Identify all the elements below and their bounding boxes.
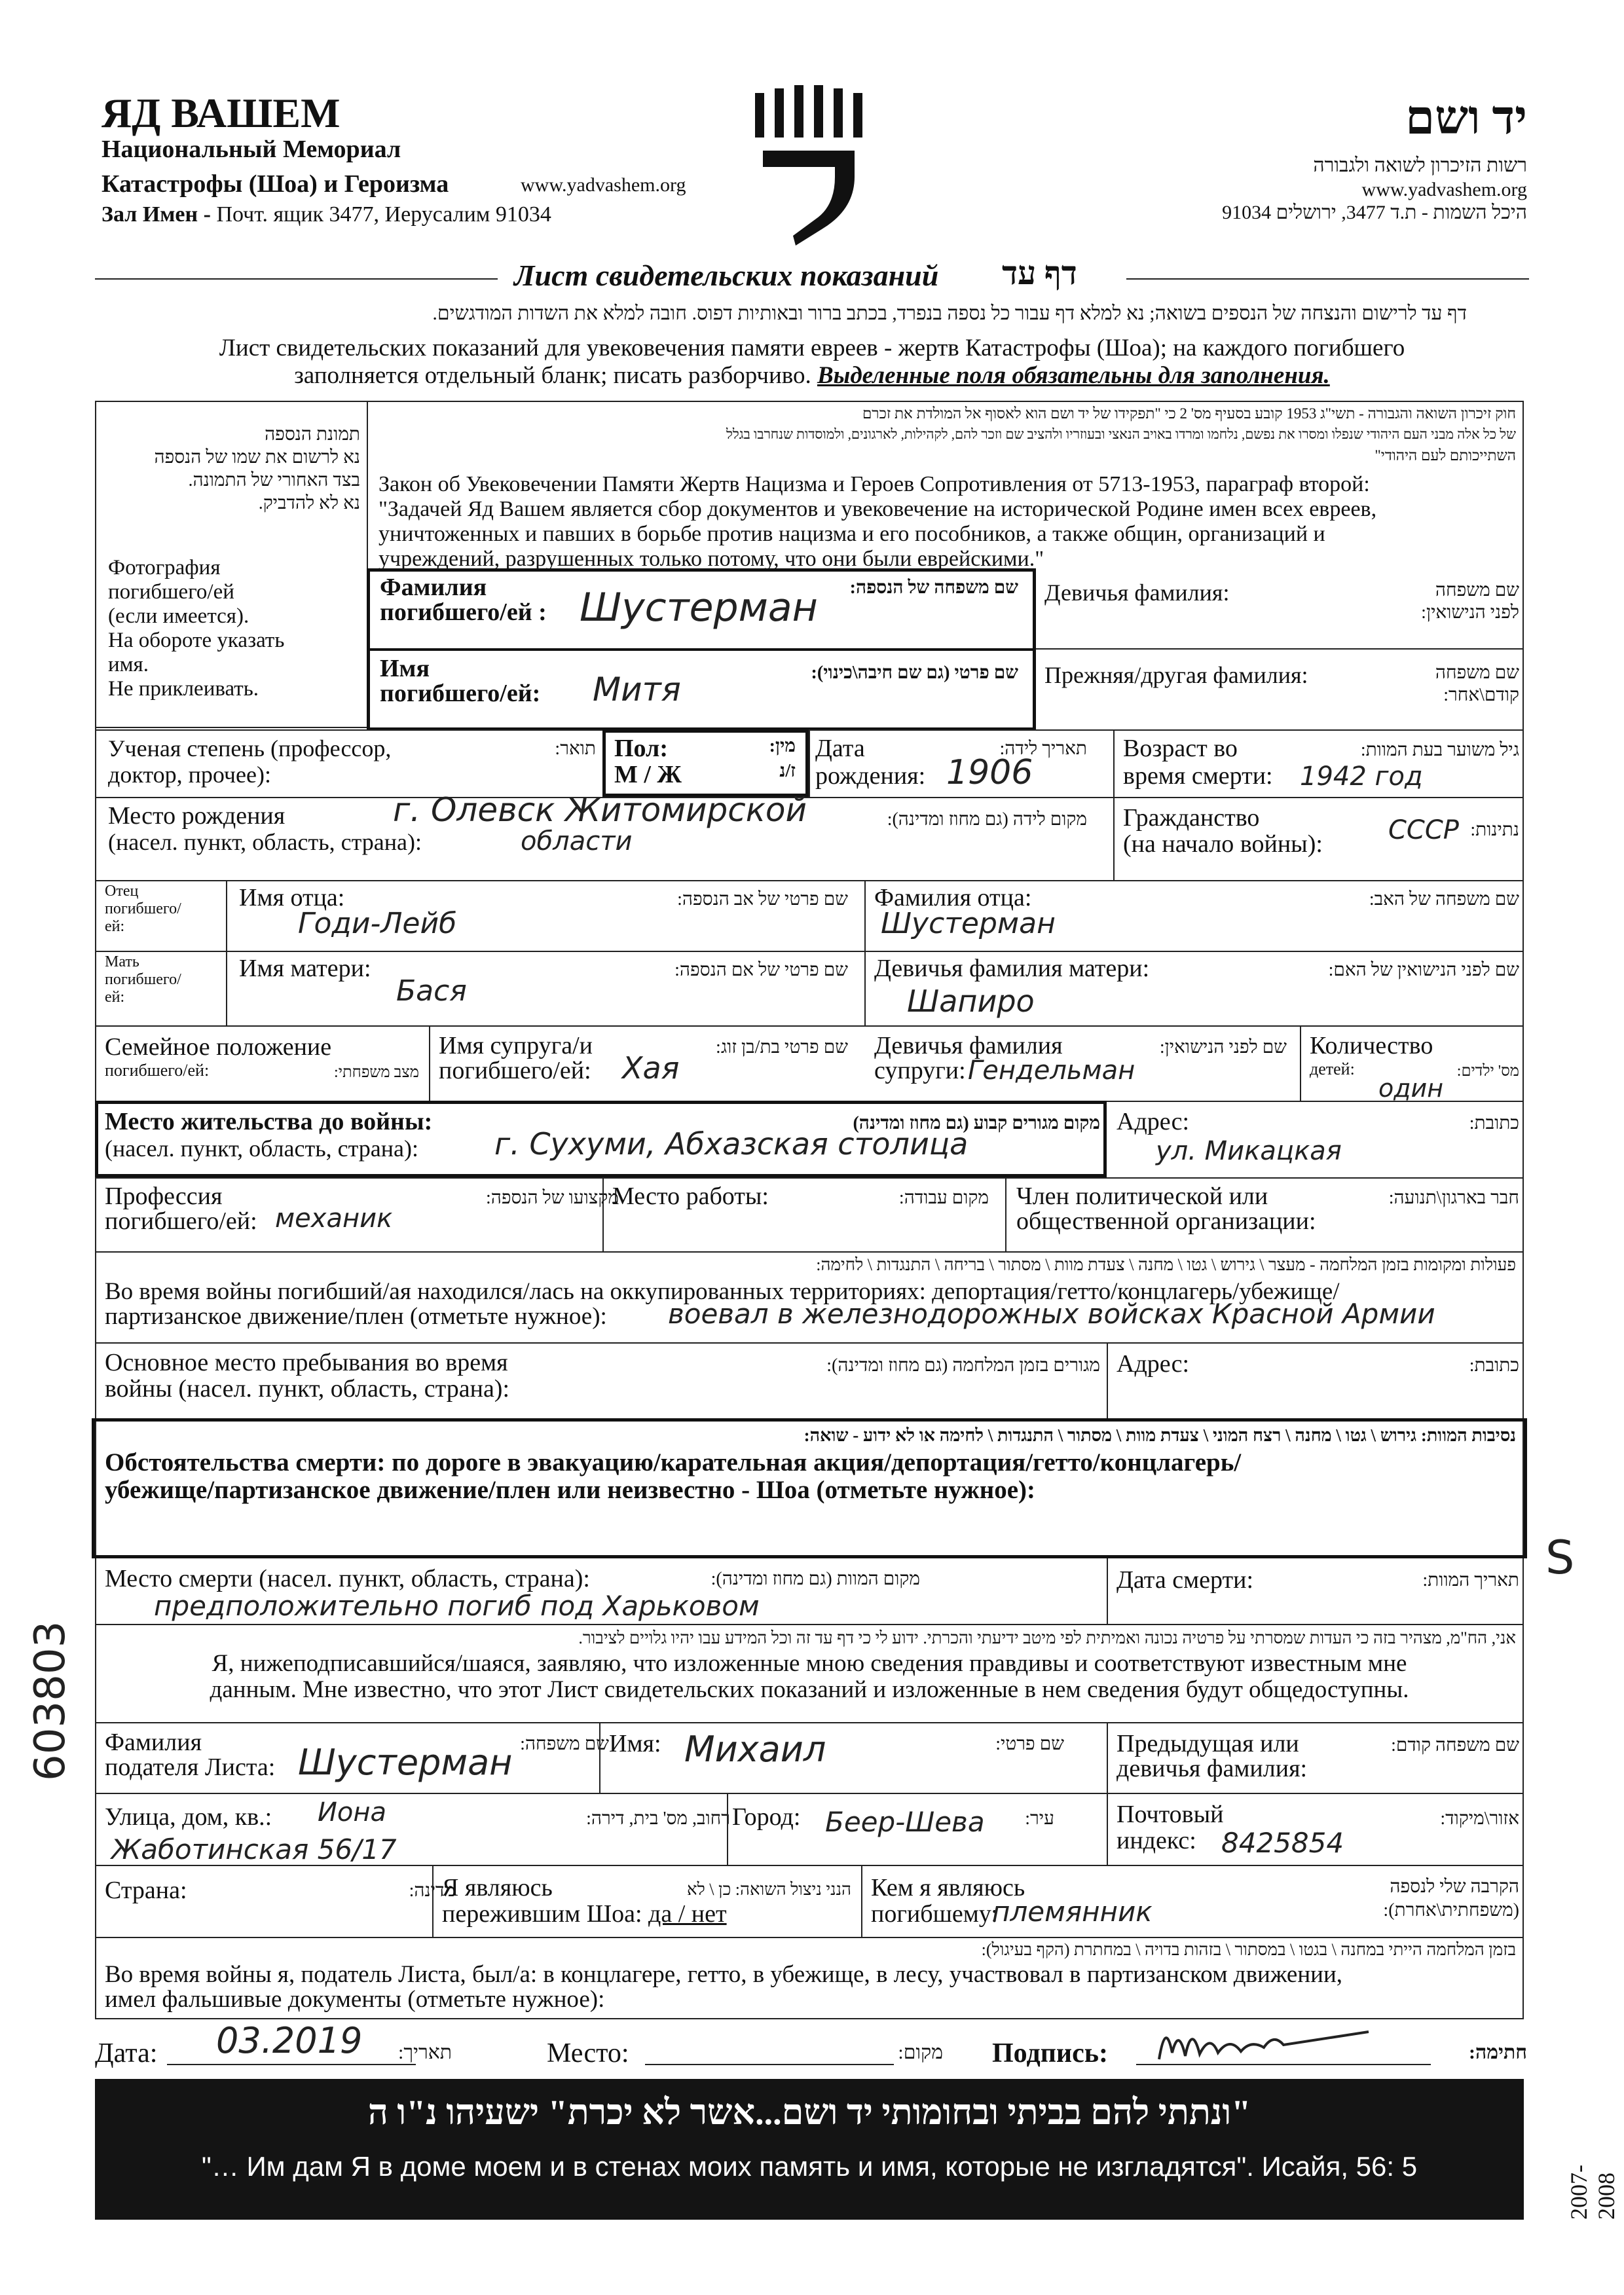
death-place-label-ru: Место смерти (насел. пункт, область, страна): [105, 1565, 590, 1592]
wartime-he: פעולות ומקומות בזמן המלחמה - מעצר \ גירוש \ גטו \ מחנה \ צעדת מוות \ מסתור \ בריחה \ התנגדות \ לחימה: [816, 1255, 1516, 1274]
side-number: 603803 [26, 1621, 75, 1781]
street-value1[interactable]: Иона [318, 1797, 387, 1827]
spouse-maiden-label-he: שם לפני הנישואין: [1159, 1037, 1287, 1057]
footer-place-label-ru: Место: [547, 2038, 629, 2068]
he-url: www.yadvashem.org [1361, 179, 1527, 200]
wartime-value[interactable]: воевал в железнодорожных войсках Красной Армии [668, 1298, 1435, 1330]
law-ru4: учреждений, разрушенных только потому, что они были еврейскими." [378, 547, 1044, 571]
name-label-he: שם פרטי (גם שם חיבה\כינוי): [811, 663, 1018, 683]
declaration-ru2: данным. Мне известно, что этот Лист свидетельских показаний и изложенные в нем сведения будут общедоступны. [210, 1676, 1409, 1703]
intro-ru2: заполняется отдельный бланк; писать разборчиво. Выделенные поля обязательны для заполнения. [294, 362, 1330, 389]
sub-name-label-he: שם פרטי: [995, 1734, 1064, 1754]
relation-label-ru1: Кем я являюсь [871, 1874, 1025, 1901]
spouse-maiden-label-ru1: Девичья фамилия [874, 1032, 1063, 1059]
relation-value[interactable]: племянник [992, 1896, 1153, 1928]
zip-value[interactable]: 8425854 [1221, 1827, 1344, 1859]
relation-divider [861, 1865, 862, 1937]
death-date-divider [1107, 1558, 1108, 1624]
father-name-label-he: שם פרטי של אב הנספה: [677, 889, 848, 909]
age-label-ru1: Возраст во [1123, 735, 1238, 762]
city-divider [727, 1793, 728, 1865]
age-label-he: גיל משוער בעת המוות: [1360, 740, 1519, 760]
relation-label-he2: (משפחתית\אחרת): [1383, 1900, 1519, 1920]
ru-url: www.yadvashem.org [521, 174, 686, 196]
law-ru1: Закон об Увековечении Памяти Жертв Нацизма и Героев Сопротивления от 5713-1953, параграф второй: [378, 472, 1370, 496]
ru-line2: Катастрофы (Шоа) и Героизма [101, 170, 449, 198]
city-label-ru: Город: [732, 1803, 801, 1831]
margin-mark: S [1545, 1531, 1575, 1585]
intro-he: דף עד לרישום והנצחה של הנספים בשואה; נא למלא דף עבור כל נספה בנפרד, בכתב ברור ובאותיות דפוס. חובה למלא את השדות המודגשים. [432, 303, 1467, 324]
parents-mid-divider [864, 880, 866, 1025]
member-label-he: חבר בארגון\תנועה: [1388, 1188, 1519, 1208]
father-name-value[interactable]: Годи-Лейб [298, 907, 457, 940]
survivor-label-ru1: Я являюсь [442, 1874, 553, 1901]
children-label-ru2: детей: [1310, 1059, 1355, 1078]
father-surname-value[interactable]: Шустерман [881, 907, 1056, 940]
footer-date-value[interactable]: 03.2019 [216, 2020, 363, 2061]
father-surname-label-he: שם משפחה של האב: [1369, 889, 1519, 909]
photo-ru5: имя. [108, 653, 149, 676]
sex-label-ru1: Пол: [614, 735, 669, 762]
death-place-value[interactable]: предположительно погиб под Харьковом [154, 1590, 760, 1622]
row-camp-top [95, 1937, 1524, 1938]
sub-prev-label-ru2: девичья фамилия: [1116, 1755, 1308, 1782]
citizenship-label-ru2: (на начало войны): [1123, 830, 1323, 858]
zip-label-ru1: Почтовый [1116, 1801, 1224, 1828]
citizenship-value[interactable]: СССР [1388, 815, 1459, 845]
sub-surname-label-ru1: Фамилия [105, 1729, 202, 1756]
spouse-maiden-value[interactable]: Гендельман [968, 1056, 1135, 1086]
ru-line1: Национальный Мемориал [101, 136, 401, 163]
children-divider [1300, 1025, 1301, 1101]
warres-address-ru: Адрес: [1116, 1350, 1190, 1378]
mother-name-label-he: שם פרטי של אם הנספה: [674, 960, 848, 980]
title-rule-left [95, 278, 498, 280]
row-work-top [95, 1177, 1524, 1179]
address-label-he: כתובת: [1469, 1113, 1519, 1133]
children-value[interactable]: один [1378, 1074, 1444, 1103]
sub-surname-value[interactable]: Шустерман [298, 1742, 513, 1783]
photo-he2: נא לרשום את שמו של הנספה [154, 447, 360, 468]
signature-scribble[interactable] [1153, 2013, 1375, 2072]
death-he: נסיבות המוות: גירוש \ גטו \ מחנה \ רצח המוני \ צעדת מוות \ מסתור \ התנגדות \ לחימה או לא ידוע - שואה: [803, 1425, 1516, 1445]
age-value[interactable]: 1942 год [1300, 762, 1423, 792]
sex-label-he1: מין: [769, 736, 796, 756]
street-value2[interactable]: Жаботинская 56/17 [111, 1833, 397, 1865]
member-label-ru2: общественной организации: [1016, 1207, 1316, 1235]
title-rule-right [1126, 278, 1529, 280]
intro-ru1: Лист свидетельских показаний для увековечения памяти евреев - жертв Катастрофы (Шоа); на каждого погибшего [219, 335, 1405, 361]
camp-he: בזמן המלחמה הייתי במחנה \ בגטו \ במסתור \ בזהות בדויה \ במחתרת (הקף בעיגול): [981, 1940, 1516, 1959]
residence-label-ru2: (насел. пункт, область, страна): [105, 1135, 419, 1162]
camp-ru2: имел фальшивые документы (отметьте нужное): [105, 1986, 605, 2013]
yad-vashem-logo [750, 79, 868, 249]
row-birth-top [95, 797, 1524, 798]
photo-he4: נא לא להדביק. [258, 493, 360, 513]
citizenship-label-ru1: Гражданство [1123, 804, 1260, 832]
sub-prev-divider [1107, 1722, 1108, 1793]
sub-surname-label-he: שם משפחה: [520, 1734, 609, 1754]
declaration-ru1: Я, нижеподписавшийся/шаяся, заявляю, что изложенные мною сведения правдивы и соответствуют известным мне [212, 1650, 1407, 1677]
father-side3: ей: [105, 918, 125, 935]
warres-address-he: כתובת: [1469, 1355, 1519, 1376]
marital-label-ru1: Семейное положение [105, 1033, 332, 1061]
footer-date-line [167, 2064, 416, 2065]
sex-label-ru2: М / Ж [614, 761, 682, 788]
warres-label-ru1: Основное место пребывания во время [105, 1349, 508, 1376]
mother-maiden-label-he: שם לפני הנישואין של האם: [1328, 960, 1519, 980]
maiden-divider [1036, 648, 1524, 650]
birthplace-label-ru1: Место рождения [108, 802, 286, 830]
relation-label-he1: הקרבה שלי לנספה [1390, 1877, 1519, 1897]
address-value[interactable]: ул. Микацкая [1156, 1136, 1342, 1166]
death-ru2: убежище/партизанское движение/плен или неизвестно - Шоа (отметьте нужное): [105, 1476, 1036, 1504]
workplace-label-ru: Место работы: [612, 1183, 769, 1210]
maiden-label-he2: לפני הנישואין: [1421, 602, 1519, 623]
degree-label-he: תואר: [555, 739, 596, 759]
form-title-ru: Лист свидетельских показаний [514, 259, 939, 292]
declaration-he: אני, הח"מ, מצהיר בזה כי העדות שמסרתי על פרטיה נכונה ואמיתית לפי מיטב ידיעתי והכרתי. ידוע לי כי דף עד זה וכל המידע עבו יהיו גלויים לציבור. [578, 1628, 1516, 1647]
survivor-label-he: הנני ניצול השואה: כן \ לא [686, 1880, 851, 1899]
prof-value[interactable]: механик [275, 1203, 393, 1234]
other-label-ru: Прежняя/другая фамилия: [1044, 662, 1308, 688]
sub-prev-label-he: שם משפחה קודם: [1391, 1735, 1519, 1755]
country-label-ru: Страна: [105, 1877, 187, 1904]
father-side2: погибшего/ [105, 900, 181, 917]
other-label-he2: קודם\אחר: [1443, 685, 1519, 705]
edition-label: 2007-2008 [1566, 2165, 1619, 2220]
surname-label-ru2: погибшего/ей : [380, 598, 547, 626]
marital-label-ru2: погибшего/ей: [105, 1061, 210, 1080]
photo-ru3: (если имеется). [108, 604, 249, 628]
camp-ru1: Во время войны я, податель Листа, был/а: в концлагере, гетто, в убежище, в лесу, участвовал в партизанском движении, [105, 1961, 1342, 1988]
sub-name-value[interactable]: Михаил [684, 1729, 826, 1770]
zip-label-ru2: индекс: [1116, 1827, 1196, 1854]
law-he2: של כל אלה מבני העם היהודי שנפלו ומסרו את נפשם, נלחמו ומרדו באויב הנאצי ובעוזריו ולהציב שם וזכר להם, לקהילות, לארגונים, ולמוסדות שנחרבו בגלל [726, 426, 1516, 442]
survivor-label-ru2: пережившим Шоа: да / нет [442, 1900, 727, 1928]
wartime-ru1: Во время войны погибший/ая находился/лась на оккупированных территориях: депортация/гетто/концлагерь/убежище/ [105, 1278, 1340, 1305]
children-label-ru1: Количество [1310, 1032, 1433, 1059]
law-ru2: "Задачей Яд Вашем является сбор документов и увековечение на исторической Родине имен всех евреев, [378, 497, 1377, 521]
mother-name-value[interactable]: Бася [396, 974, 467, 1008]
footer-place-label-he: מקום: [898, 2042, 943, 2063]
prof-label-he: מקצועו של הנספה: [485, 1188, 619, 1208]
death-date-label-ru: Дата смерти: [1116, 1566, 1254, 1594]
sub-name-label-ru: Имя: [609, 1730, 661, 1757]
banner-he: "ונתתי להם בביתי ובחומותי יד ושם...אשר לא יכרת" ישעיהו נ"ו ה [367, 2093, 1251, 2132]
mother-name-label-ru: Имя матери: [239, 955, 371, 982]
surname-label-ru1: Фамилия [380, 574, 487, 601]
birthplace-label-ru2: (насел. пункт, область, страна): [108, 829, 422, 855]
banner-ru: "… Им дам Я в доме моем и в стенах моих память и имя, которые не изгладятся". Исайя, 56: 5 [201, 2151, 1418, 2182]
row-warres-top [95, 1342, 1524, 1344]
survivor-divider [432, 1865, 434, 1937]
survivor-options[interactable]: да / нет [648, 1900, 727, 1928]
degree-label-ru1: Ученая степень (профессор, [108, 735, 392, 762]
warres-divider [1107, 1342, 1108, 1418]
photo-he3: בצד האחורי של התמונה. [188, 470, 360, 490]
father-surname-label-ru: Фамилия отца: [874, 884, 1032, 911]
birthplace-value2[interactable]: области [521, 826, 633, 856]
row-family-top [95, 1025, 1524, 1027]
footer-place-line[interactable] [645, 2064, 894, 2065]
zip-divider [1107, 1793, 1108, 1865]
other-label-he1: שם משפחה [1435, 663, 1519, 683]
ru-address: Зал Имен - Почт. ящик 3477, Иерусалим 91034 [101, 202, 551, 227]
spouse-label-he: שם פרטי בת/בן זוג: [716, 1037, 848, 1057]
relation-label-ru2: погибшему: [871, 1900, 998, 1928]
mother-side1: Мать [105, 953, 139, 970]
mother-maiden-value[interactable]: Шапиро [907, 983, 1035, 1019]
death-place-label-he: מקום המוות (גם מחוז ומדינה): [710, 1569, 920, 1589]
row-submitter-top [95, 1722, 1524, 1723]
law-ru3: уничтоженных и павших в борьбе против нацизма и его пособников, а также общин, организаций и [378, 522, 1325, 546]
he-title: יד ושם [1405, 92, 1527, 144]
marital-label-he: מצב משפחתי: [334, 1064, 419, 1081]
street-label-he: רחוב, מס' בית, דירה: [586, 1808, 730, 1829]
residence-value[interactable]: г. Сухуми, Абхазская столица [494, 1126, 969, 1162]
footer-sign-label-ru: Подпись: [992, 2038, 1108, 2068]
photo-ru1: Фотография [108, 556, 221, 579]
footer-date-label-ru: Дата: [95, 2038, 158, 2068]
children-label-he: מס' ילדים: [1456, 1063, 1519, 1080]
death-date-label-he: תאריך המוות: [1422, 1570, 1519, 1590]
row-country-top [95, 1865, 1524, 1866]
death-ru1: Обстоятельства смерти: по дороге в эвакуацию/карательная акция/депортация/гетто/концлагерь/ [105, 1448, 1242, 1477]
row-street-top [95, 1793, 1524, 1794]
age-label-ru2: время смерти: [1123, 762, 1273, 790]
dob-label-ru1: Дата [815, 735, 865, 762]
form-title-he: דף עד [1002, 255, 1077, 291]
workplace-label-he: מקום עבודה: [898, 1188, 989, 1208]
photo-ru6: Не приклеивать. [108, 677, 259, 701]
birthplace-value1[interactable]: г. Олевск Житомирской [393, 791, 807, 829]
name-value[interactable]: Митя [593, 670, 681, 708]
warres-label-he: מגורים בזמן המלחמה (גם מחוז ומדינה): [826, 1355, 1100, 1376]
residence-label-ru1: Место жительства до войны: [105, 1108, 433, 1135]
degree-label-ru2: доктор, прочее): [108, 762, 271, 788]
street-label-ru: Улица, дом, кв.: [105, 1803, 272, 1831]
row-wartime-top [95, 1251, 1524, 1253]
dob-label-he: תאריך לידה: [999, 739, 1087, 759]
photo-ru2: погибшего/ей [108, 580, 234, 604]
spouse-label-ru2: погибшего/ей: [439, 1057, 591, 1084]
residence-label-he: מקום מגורים קבוע (גם מחוז ומדינה) [853, 1113, 1100, 1133]
prof-label-ru2: погибшего/ей: [105, 1207, 257, 1235]
citizenship-label-he: נתינות: [1470, 820, 1519, 840]
footer-sign-label-he: חתימה: [1469, 2042, 1527, 2063]
spouse-maiden-label-ru2: супруги: [874, 1057, 966, 1084]
row-declaration-top [95, 1624, 1524, 1625]
photo-ru4: На обороте указать [108, 629, 285, 652]
wartime-ru2: партизанское движение/плен (отметьте нужное): [105, 1303, 607, 1330]
photo-he1: תמונת הנספה [265, 424, 360, 445]
law-he1: חוק זיכרון השואה והגבורה - תשי"ג 1953 קובע בסעיף מס' 2 כי "תפקידו של יד ושם הוא לאסוף אל המולדת את זכרם [862, 405, 1516, 422]
he-line1: רשות הזיכרון לשואה ולגבורה [1313, 155, 1527, 176]
workplace-divider [602, 1177, 604, 1251]
he-address: היכל השמות - ת.ד 3477, ירושלים 91034 [1222, 202, 1527, 223]
spouse-divider [429, 1025, 430, 1101]
sub-surname-label-ru2: подателя Листа: [105, 1753, 276, 1781]
age-divider [1113, 729, 1115, 880]
father-side1: Отец [105, 883, 139, 900]
sub-prev-label-ru1: Предыдущая или [1116, 1730, 1299, 1757]
spouse-label-ru1: Имя супруга/и [439, 1032, 593, 1059]
dob-divider [809, 729, 810, 797]
father-name-label-ru: Имя отца: [239, 884, 345, 911]
footer-date-label-he: תאריך: [398, 2042, 452, 2063]
row-father-top [95, 880, 1524, 881]
prof-label-ru1: Профессия [105, 1183, 223, 1210]
sex-label-he2: ז/נ [779, 761, 796, 781]
maiden-label-ru: Девичья фамилия: [1044, 579, 1230, 606]
row-mother-top [95, 951, 1524, 952]
mother-side3: ей: [105, 989, 125, 1006]
ru-title: ЯД ВАШЕМ [101, 90, 341, 136]
spouse-value[interactable]: Хая [622, 1050, 680, 1086]
victim-name-divider [367, 648, 1036, 651]
member-divider [1005, 1177, 1006, 1251]
zip-label-he: אזור\מיקוד: [1440, 1808, 1519, 1829]
dob-label-ru2: рождения: [815, 762, 926, 790]
member-label-ru1: Член политической или [1016, 1183, 1268, 1210]
warres-label-ru2: войны (насел. пункт, область, страна): [105, 1375, 510, 1403]
mother-maiden-label-ru: Девичья фамилия матери: [874, 955, 1150, 982]
city-value[interactable]: Беер-Шева [825, 1806, 985, 1838]
country-label-he: מדינה: [409, 1881, 455, 1901]
dob-value[interactable]: 1906 [946, 753, 1033, 792]
city-label-he: עיר: [1025, 1808, 1054, 1829]
birthplace-label-he: מקום לידה (גם מחוז ומדינה): [887, 809, 1087, 830]
surname-label-he: שם משפחה של הנספה: [849, 578, 1018, 598]
name-label-ru2: погибшего/ей: [380, 680, 541, 707]
parents-side-divider [226, 880, 227, 1025]
surname-value[interactable]: Шустерман [580, 585, 818, 631]
law-he3: השתייכותם לעם היהודי" [1375, 447, 1516, 464]
maiden-label-he1: שם משפחה [1435, 580, 1519, 600]
name-label-ru1: Имя [380, 655, 430, 682]
mother-side2: погибшего/ [105, 971, 181, 988]
address-label-ru: Адрес: [1116, 1108, 1190, 1135]
sub-name-divider [599, 1722, 600, 1793]
